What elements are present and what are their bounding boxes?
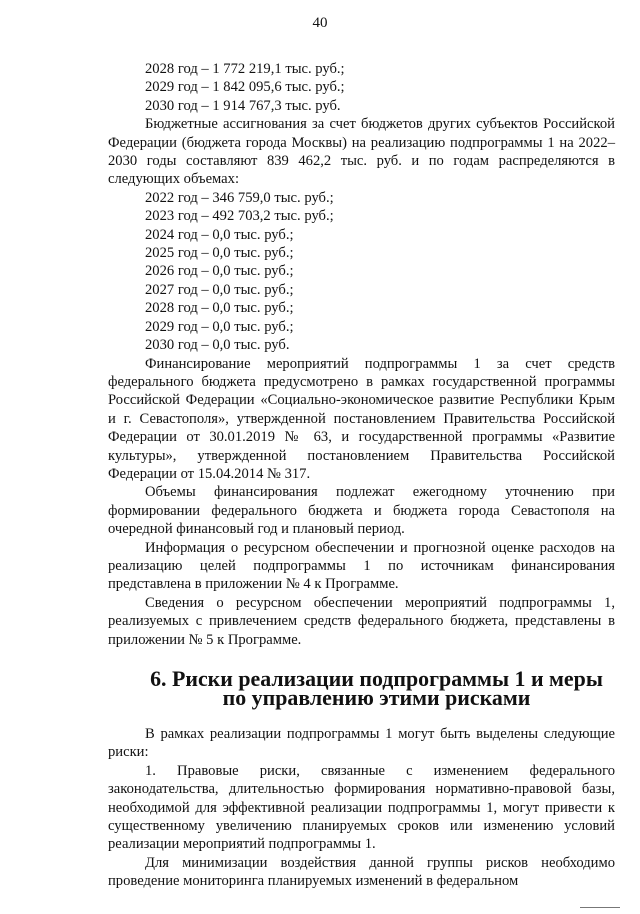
year-line: 2028 год – 0,0 тыс. руб.; [145,300,294,317]
paragraph-risks-intro: В рамках реализации подпрограммы 1 могут быть выделены следующие риски: [108,726,615,761]
year-line: 2024 год – 0,0 тыс. руб.; [145,226,294,243]
paragraph-info2: Сведения о ресурсном обеспечении мероприятий подпрограммы 1, реализуемых с привлечением средств федерального бюджета, представлены в приложении № 5 к Программе. [108,594,615,648]
page-edge-mark [580,907,620,914]
heading-line-2: по управлению этими рисками [222,685,531,710]
year-list-1 [108,60,615,115]
heading-line-1: 6. Риски реализации подпрограммы 1 и меры [150,666,603,691]
year-line: 2028 год – 1 772 219,1 тыс. руб.; [145,61,345,77]
paragraph-volumes: Объемы финансирования подлежат ежегодному уточнению при формировании федерального бюджета и бюджета города Севастополя на очередной финансовый год и плановый период. [108,484,615,538]
year-line: 2022 год – 346 759,0 тыс. руб.; [145,189,334,206]
paragraph-budget-moscow: Бюджетные ассигнования за счет бюджетов других субъектов Российской Федерации (бюджета города Москвы) на реализацию подпрограммы 1 на 2022–2030 годы составляют 839 462,2 тыс. руб. и по годам распределяются в следующих объемах: [108,116,615,188]
year-line: 2026 год – 0,0 тыс. руб.; [145,263,294,280]
year-line: 2029 год – 1 842 095,6 тыс. руб.; [145,79,345,96]
section-heading [108,666,615,710]
document-body [108,60,615,891]
year-line: 2027 год – 0,0 тыс. руб.; [145,281,294,298]
page-number: 40 [312,15,328,31]
paragraph-federal: Финансирование мероприятий подпрограммы 1 за счет средств федерального бюджета предусмотрено в рамках государственной программы Российской Федерации «Социально-экономическое развитие Республики Крым и г. Севастополя», утвержденной постановлением Правительства Российской Федерации от 30.01.2019 № 63, и государственной программы «Развитие культуры», утвержденной постановлением Правительства Российской Федерации от 15.04.2014 № 317. [108,355,615,482]
year-line: 2025 год – 0,0 тыс. руб.; [145,245,294,262]
risk-item-1: 1. Правовые риски, связанные с изменением федерального законодательства, длительностью формирования нормативно-правовой базы, необходимой для эффективной реализации подпрограммы 1, могут привести к существенному увеличению планируемых сроков или изменению условий реализации мероприятий подпрограммы 1. [108,762,615,853]
year-line: 2029 год – 0,0 тыс. руб.; [145,318,294,335]
year-list-2 [108,189,615,355]
year-line: 2023 год – 492 703,2 тыс. руб.; [145,208,334,225]
year-line: 2030 год – 1 914 767,3 тыс. руб. [145,97,341,114]
year-line: 2030 год – 0,0 тыс. руб. [145,337,290,354]
paragraph-mitigation: Для минимизации воздействия данной группы рисков необходимо проведение мониторинга планируемых изменений в федеральном [108,854,615,890]
paragraph-info: Информация о ресурсном обеспечении и прогнозной оценке расходов на реализацию целей подпрограммы 1 по источникам финансирования представлена в приложении № 4 к Программе. [108,539,615,593]
